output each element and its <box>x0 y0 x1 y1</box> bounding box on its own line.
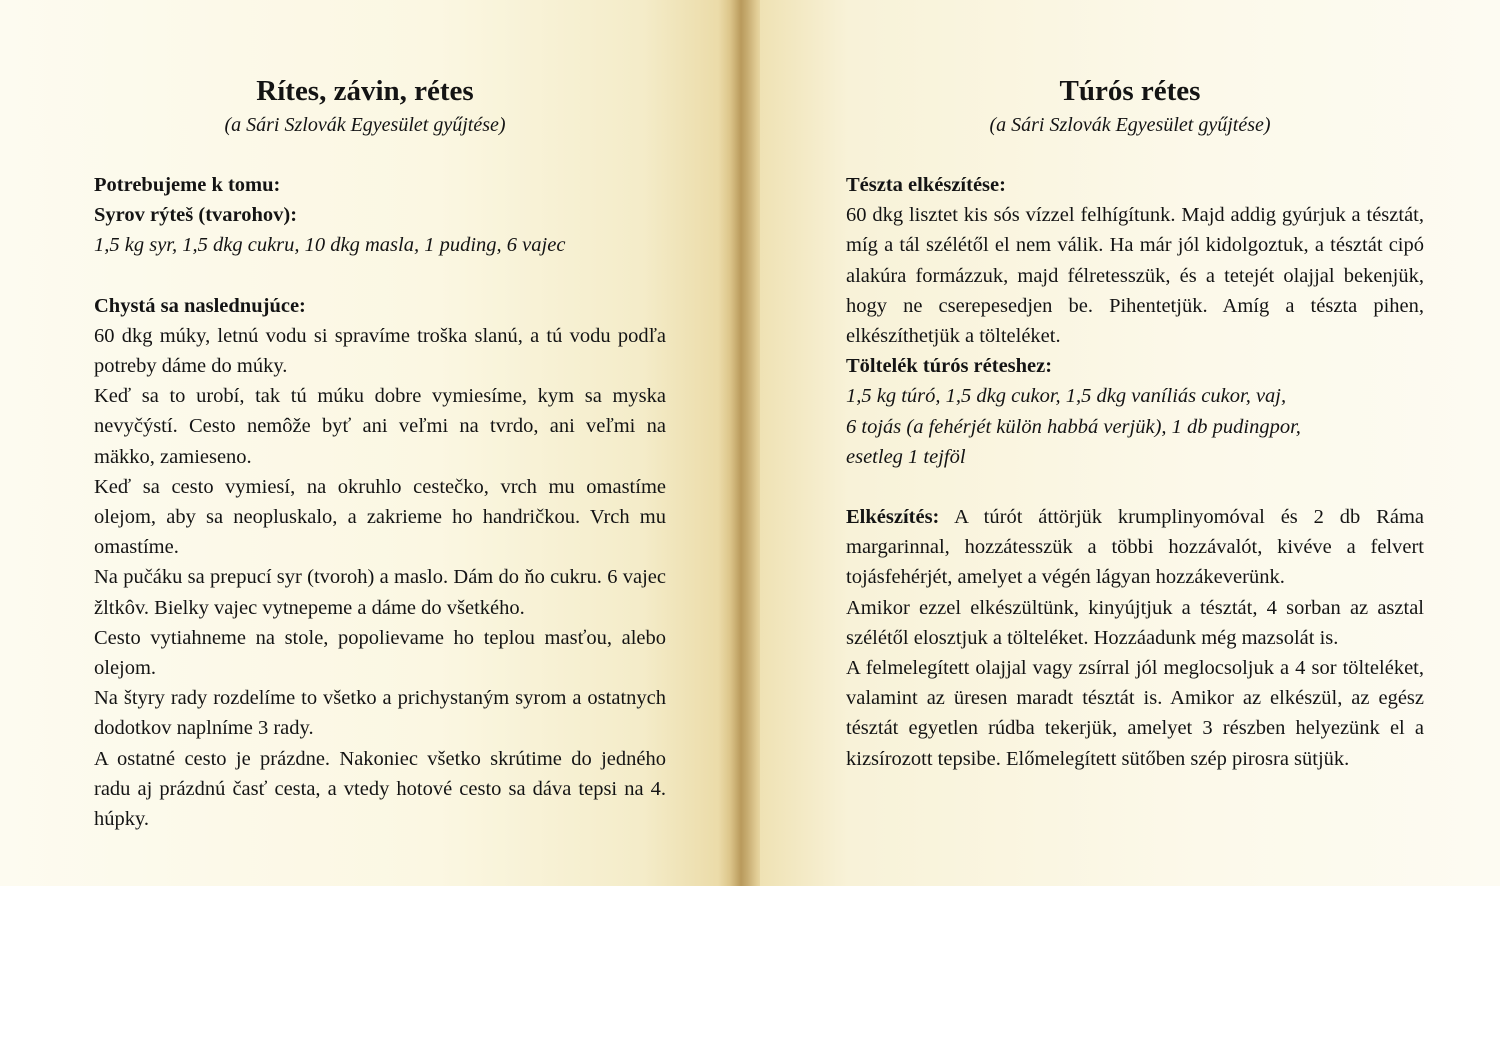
left-page-subtitle: (a Sári Szlovák Egyesület gyűjtése) <box>224 114 506 136</box>
ingredients-line: esetleg 1 tejföl <box>846 445 966 468</box>
preparation-label: Elkészítés: <box>846 506 940 529</box>
method-paragraph: 60 dkg múky, letnú vodu si spravíme troška slanú, a tú vodu podľa potreby dáme do múky. <box>94 324 666 378</box>
spacer <box>94 261 666 291</box>
filling-heading: Syrov rýteš (tvarohov): <box>94 204 298 227</box>
method-paragraph: Na štyry rady rozdelíme to všetko a prichystaným syrom a ostatnych dodotkov naplníme 3 rady. <box>94 687 666 740</box>
needs-heading: Potrebujeme k tomu: <box>94 174 281 196</box>
preparation-paragraph <box>846 502 1424 593</box>
method-paragraph: Na pučáku sa prepucí syr (tvoroh) a maslo. Dám do ňo cukru. 6 vajec žltkôv. Bielky vajec vytnepeme a dáme do všetkého. <box>94 566 666 619</box>
ingredients-line: 1,5 kg túró, 1,5 dkg cukor, 1,5 dkg vaníliás cukor, vaj, <box>846 385 1287 408</box>
method-heading: Chystá sa naslednujúce: <box>94 294 306 317</box>
right-page-title: Túrós rétes <box>1059 75 1201 107</box>
left-page-content <box>94 170 666 834</box>
left-page-title: Rítes, závin, rétes <box>256 75 474 107</box>
dough-heading: Tészta elkészítése: <box>846 174 1006 196</box>
preparation-paragraph: A felmelegített olajjal vagy zsírral jól meglocsoljuk a 4 sor tölteléket, valamint az üresen maradt tésztát is. Amikor az elkészül, az egész tésztát egyetlen rúdba tekerjük, amelyet 3 részben helyezünk el a kizsírozott tepsibe. Előmelegített sütőben szép pirosra sütjük. <box>846 657 1424 770</box>
method-paragraph: A ostatné cesto je prázdne. Nakoniec všetko skrútime do jedného radu aj prázdnú časť cesta, a vtedy hotové cesto sa dáva tepsi na 4. húpky. <box>94 747 666 831</box>
book-spine <box>718 0 766 886</box>
filling-heading: Töltelék túrós réteshez: <box>846 355 1053 378</box>
left-page <box>0 0 730 886</box>
preparation-text: A túrót áttörjük krumplinyomóval és 2 db Ráma margarinnal, hozzátesszük a többi hozzávalót, kivéve a felvert tojásfehérjét, amelyet a végén lágyan hozzákeverünk. <box>846 506 1424 589</box>
right-page-subtitle: (a Sári Szlovák Egyesület gyűjtése) <box>989 114 1271 136</box>
dough-paragraph: 60 dkg lisztet kis sós vízzel felhígítunk. Majd addig gyúrjuk a tésztát, míg a tál szélétől el nem válik. Ha már jól kidolgoztuk, a tésztát cipó alakúra formázzuk, majd félretesszük, és a tetejét olajjal bekenjük, hogy ne cserepesedjen be. Pihentetjük. Amíg a tészta pihen, elkészíthetjük a tölteléket. <box>846 204 1424 348</box>
spacer <box>846 472 1424 502</box>
right-page-content <box>846 170 1424 774</box>
method-paragraph: Keď sa cesto vymiesí, na okruhlo cestečko, vrch mu omastíme olejom, aby sa neopluskalo, a zakrieme ho handričkou. Vrch mu omastíme. <box>94 475 666 559</box>
method-paragraph: Keď sa to urobí, tak tú múku dobre vymiesíme, kym sa myska nevyčýstí. Cesto nemôže byť ani veľmi na tvrdo, ani veľmi na mäkko, zamieseno. <box>94 385 666 468</box>
ingredients-list: 1,5 kg syr, 1,5 dkg cukru, 10 dkg masla, 1 puding, 6 vajec <box>94 234 566 257</box>
preparation-paragraph: Amikor ezzel elkészültünk, kinyújtjuk a tésztát, 4 sorban az asztal szélétől elosztjuk a tölteléket. Hozzáadunk még mazsolát is. <box>846 596 1424 649</box>
ingredients-line: 6 tojás (a fehérjét külön habbá verjük), 1 db pudingpor, <box>846 415 1301 438</box>
right-page <box>760 0 1500 886</box>
method-paragraph: Cesto vytiahneme na stole, popolievame ho teplou masťou, alebo olejom. <box>94 626 666 680</box>
